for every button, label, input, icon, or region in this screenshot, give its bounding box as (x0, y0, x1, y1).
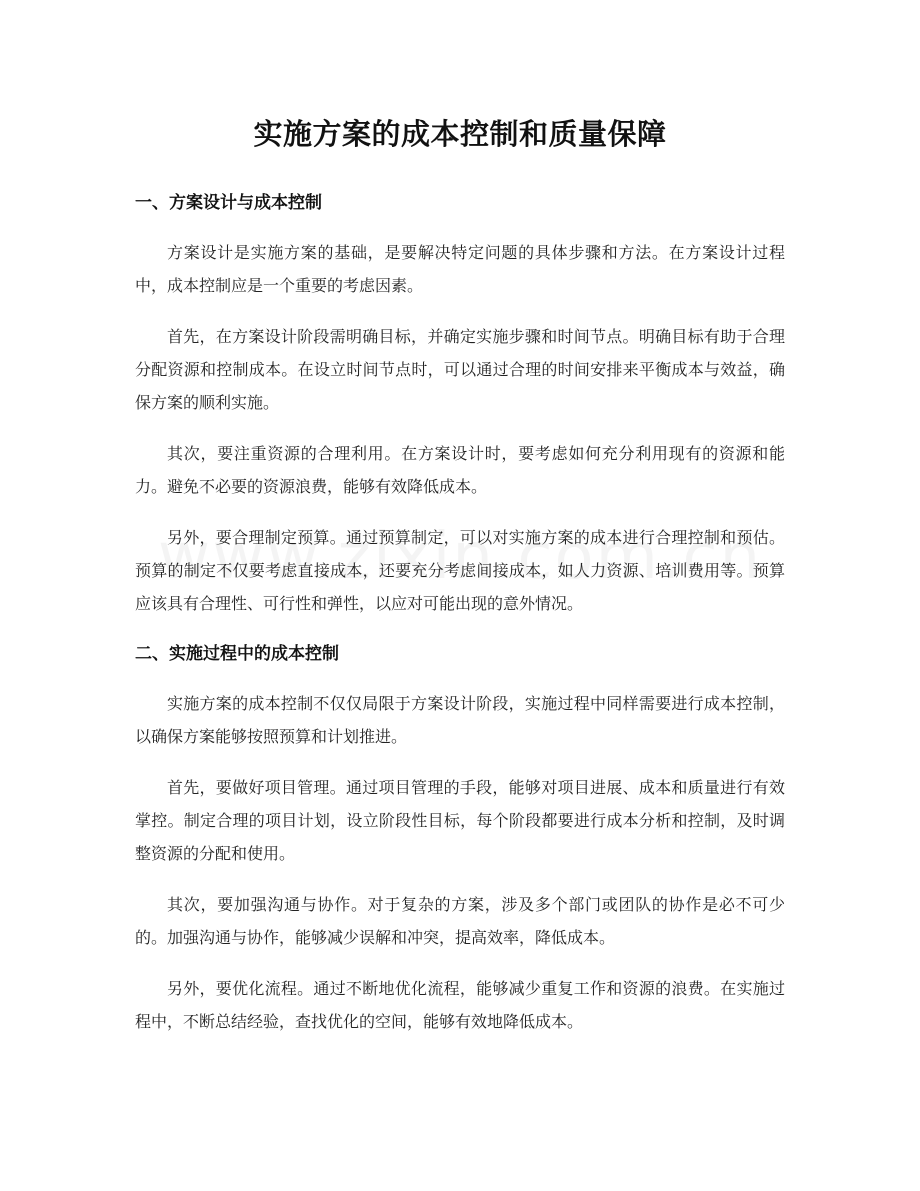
section-heading: 一、方案设计与成本控制 (135, 193, 322, 213)
page-title: 实施方案的成本控制和质量保障 (253, 117, 667, 151)
paragraph: 首先，在方案设计阶段需明确目标，并确定实施步骤和时间节点。明确目标有助于合理分配资源和控制成本。在设立时间节点时，可以通过合理的时间安排来平衡成本与效益，确保方案的顺利实施。 (135, 327, 785, 412)
section-1 (135, 191, 785, 620)
paragraph: 另外，要合理制定预算。通过预算制定，可以对实施方案的成本进行合理控制和预估。预算的制定不仅要考虑直接成本，还要充分考虑间接成本，如人力资源、培训费用等。预算应该具有合理性、可行性和弹性，以应对可能出现的意外情况。 (135, 528, 785, 613)
section-heading: 二、实施过程中的成本控制 (135, 644, 339, 664)
paragraph: 方案设计是实施方案的基础，是要解决特定问题的具体步骤和方法。在方案设计过程中，成本控制应是一个重要的考虑因素。 (135, 243, 785, 295)
paragraph: 实施方案的成本控制不仅仅局限于方案设计阶段，实施过程中同样需要进行成本控制，以确保方案能够按照预算和计划推进。 (135, 694, 785, 746)
paragraph: 其次，要注重资源的合理利用。在方案设计时，要考虑如何充分利用现有的资源和能力。避免不必要的资源浪费，能够有效降低成本。 (135, 444, 785, 496)
paragraph: 其次，要加强沟通与协作。对于复杂的方案，涉及多个部门或团队的协作是必不可少的。加强沟通与协作，能够减少误解和冲突，提高效率，降低成本。 (135, 895, 785, 947)
paragraph: 另外，要优化流程。通过不断地优化流程，能够减少重复工作和资源的浪费。在实施过程中，不断总结经验，查找优化的空间，能够有效地降低成本。 (135, 979, 785, 1031)
section-2 (135, 642, 785, 1038)
paragraph: 首先，要做好项目管理。通过项目管理的手段，能够对项目进展、成本和质量进行有效掌控。制定合理的项目计划，设立阶段性目标，每个阶段都要进行成本分析和控制，及时调整资源的分配和使用。 (135, 778, 785, 863)
